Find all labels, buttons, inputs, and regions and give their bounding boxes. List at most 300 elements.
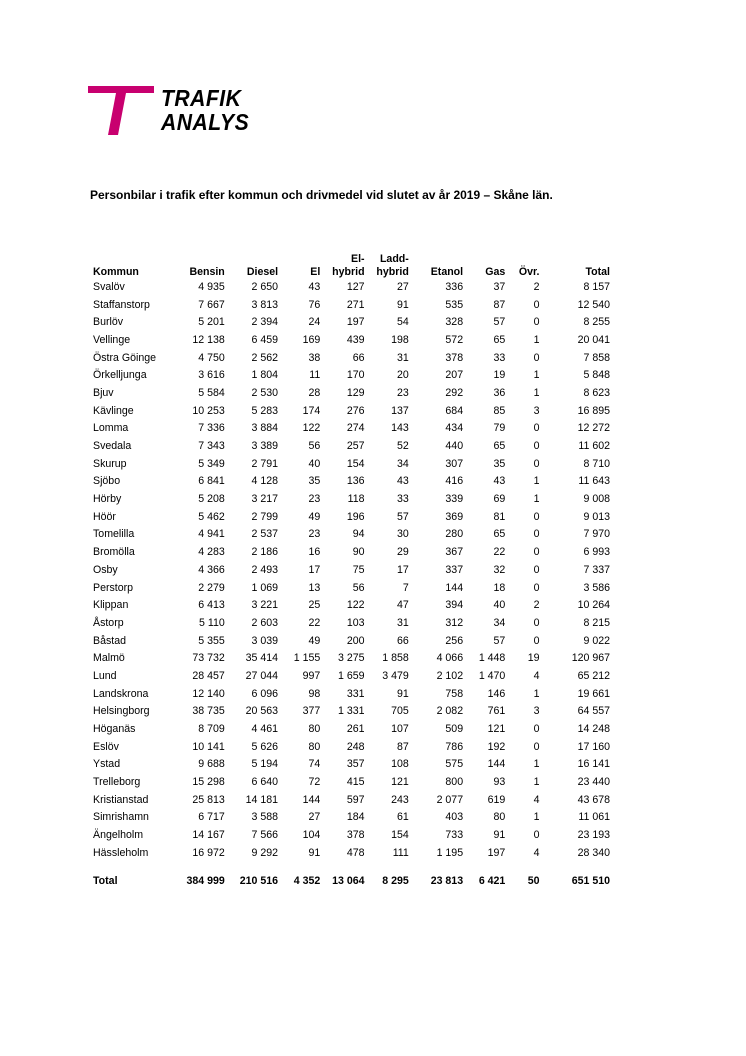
cell-diesel: 6 640 <box>251 776 279 789</box>
cell-etanol: 144 <box>445 581 464 594</box>
cell-diesel: 3 221 <box>251 599 279 612</box>
cell-elhybrid: 136 <box>346 475 365 488</box>
cell-total: 17 160 <box>577 740 610 753</box>
cell-total: 14 248 <box>577 723 610 736</box>
cell-ovr: 2 <box>533 280 540 293</box>
cell-laddhybrid: 87 <box>397 740 409 753</box>
cell-gas: 57 <box>493 634 506 647</box>
cell-bensin: 5 584 <box>198 386 225 399</box>
cell-kommun: Hörby <box>93 493 122 506</box>
cell-gas: 87 <box>493 298 506 311</box>
cell-diesel: 1 804 <box>251 369 279 382</box>
cell-total: 8 710 <box>583 457 610 470</box>
cell-total: 8 623 <box>583 386 610 399</box>
cell-laddhybrid: 107 <box>391 723 409 736</box>
cell-el: 17 <box>308 563 321 576</box>
cell-el: 56 <box>308 440 321 453</box>
cell-bensin: 5 349 <box>198 457 225 470</box>
table-body <box>90 278 612 890</box>
cell-el: 25 <box>308 599 321 612</box>
cell-gas: 34 <box>493 616 506 629</box>
cell-ovr: 1 <box>533 333 540 346</box>
header-bensin: Bensin <box>189 265 225 278</box>
cell-gas: 22 <box>493 546 506 559</box>
cell-bensin: 25 813 <box>192 793 225 806</box>
cell-laddhybrid: 243 <box>391 793 409 806</box>
cell-diesel: 9 292 <box>251 846 279 859</box>
cell-kommun: Höganäs <box>93 723 136 736</box>
cell-etanol: 328 <box>445 316 464 329</box>
cell-ovr: 3 <box>533 705 540 718</box>
header-etanol: Etanol <box>430 265 464 278</box>
cell-diesel: 2 791 <box>251 457 279 470</box>
cell-bensin: 12 140 <box>192 687 225 700</box>
cell-diesel: 14 181 <box>245 793 279 806</box>
cell-laddhybrid: 33 <box>397 493 409 506</box>
cell-etanol: 800 <box>445 776 464 789</box>
cell-el: 23 <box>308 528 321 541</box>
cell-diesel: 2 799 <box>251 510 279 523</box>
cell-etanol: 733 <box>445 829 464 842</box>
cell-total: 6 993 <box>583 546 610 559</box>
cell-ovr: 0 <box>533 740 540 753</box>
cell-elhybrid: 248 <box>346 740 365 753</box>
cell-etanol: 256 <box>445 634 464 647</box>
cell-total: 12 540 <box>577 298 610 311</box>
cell-el: 104 <box>302 829 321 842</box>
total-row <box>90 872 612 890</box>
header-ovr: Övr. <box>518 265 540 278</box>
cell-kommun: Åstorp <box>93 616 124 629</box>
cell-kommun: Bjuv <box>93 386 114 399</box>
cell-total: 64 557 <box>577 705 610 718</box>
cell-elhybrid: 94 <box>352 528 365 541</box>
table-row <box>90 455 612 473</box>
table-row <box>90 791 612 809</box>
cell-diesel: 2 394 <box>251 316 279 329</box>
cell-total: 19 661 <box>577 687 610 700</box>
cell-etanol: 434 <box>445 422 464 435</box>
table-row <box>90 826 612 844</box>
cell-etanol: 312 <box>445 616 464 629</box>
cell-diesel: 3 217 <box>251 493 279 506</box>
cell-elhybrid: 103 <box>346 616 365 629</box>
cell-ovr: 1 <box>533 386 540 399</box>
cell-ovr: 0 <box>533 581 540 594</box>
trafikanalys-logo <box>88 86 258 138</box>
cell-diesel: 27 044 <box>245 669 279 682</box>
cell-kommun: Klippan <box>93 599 129 612</box>
cell-bensin: 16 972 <box>192 846 225 859</box>
total-cell-gas: 6 421 <box>478 874 506 887</box>
cell-total: 11 643 <box>578 475 610 488</box>
cell-etanol: 336 <box>445 280 464 293</box>
cell-etanol: 2 077 <box>436 793 464 806</box>
cell-el: 80 <box>308 723 321 736</box>
cell-gas: 32 <box>493 563 506 576</box>
table-row <box>90 420 612 438</box>
cell-el: 144 <box>302 793 321 806</box>
cell-elhybrid: 127 <box>346 280 365 293</box>
cell-diesel: 5 283 <box>251 404 279 417</box>
cell-bensin: 9 688 <box>198 758 225 771</box>
cell-kommun: Skurup <box>93 457 127 470</box>
cell-laddhybrid: 31 <box>397 616 409 629</box>
cell-elhybrid: 75 <box>352 563 365 576</box>
cell-diesel: 5 626 <box>251 740 279 753</box>
cell-bensin: 4 935 <box>198 280 225 293</box>
cell-bensin: 4 366 <box>198 563 225 576</box>
cell-el: 80 <box>308 740 321 753</box>
cell-elhybrid: 415 <box>346 776 365 789</box>
cell-etanol: 1 195 <box>436 846 464 859</box>
cell-elhybrid: 357 <box>346 758 365 771</box>
table-row <box>90 720 612 738</box>
cell-laddhybrid: 54 <box>397 316 409 329</box>
cell-ovr: 1 <box>533 493 540 506</box>
cell-ovr: 0 <box>533 634 540 647</box>
cell-ovr: 1 <box>533 776 540 789</box>
cell-diesel: 2 530 <box>251 386 279 399</box>
total-cell-laddhybrid: 8 295 <box>382 874 409 887</box>
cell-bensin: 73 732 <box>192 652 225 665</box>
cell-laddhybrid: 154 <box>391 829 409 842</box>
cell-kommun: Burlöv <box>93 316 124 329</box>
cell-bensin: 7 667 <box>198 298 225 311</box>
header-total: Total <box>585 265 610 278</box>
cell-bensin: 2 279 <box>198 581 225 594</box>
cell-ovr: 4 <box>533 793 540 806</box>
table-row <box>90 632 612 650</box>
cell-ovr: 0 <box>533 298 540 311</box>
cell-gas: 65 <box>493 333 506 346</box>
cell-total: 5 848 <box>583 369 610 382</box>
cell-laddhybrid: 30 <box>397 528 409 541</box>
cell-el: 174 <box>302 404 321 417</box>
cell-bensin: 6 717 <box>198 811 225 824</box>
cell-diesel: 2 650 <box>251 280 279 293</box>
cell-bensin: 10 141 <box>192 740 225 753</box>
cell-etanol: 337 <box>445 563 464 576</box>
cell-ovr: 0 <box>533 457 540 470</box>
cell-ovr: 1 <box>533 811 540 824</box>
cell-elhybrid: 196 <box>346 510 365 523</box>
cell-kommun: Perstorp <box>93 581 134 594</box>
cell-el: 11 <box>309 369 321 382</box>
cell-etanol: 416 <box>445 475 464 488</box>
cell-gas: 43 <box>493 475 506 488</box>
table-row <box>90 366 612 384</box>
cell-gas: 37 <box>493 280 506 293</box>
total-cell-el: 4 352 <box>293 874 321 887</box>
table-row <box>90 349 612 367</box>
cell-gas: 197 <box>487 846 506 859</box>
cell-gas: 1 448 <box>478 652 506 665</box>
table-row <box>90 703 612 721</box>
cell-elhybrid: 66 <box>352 351 365 364</box>
cell-el: 38 <box>308 351 321 364</box>
cell-diesel: 35 414 <box>245 652 279 665</box>
cell-etanol: 403 <box>445 811 464 824</box>
cell-ovr: 0 <box>533 351 540 364</box>
cell-diesel: 5 194 <box>251 758 279 771</box>
cell-total: 3 586 <box>583 581 610 594</box>
cell-kommun: Kävlinge <box>93 404 134 417</box>
logo-line-1: TRAFIK <box>161 85 242 111</box>
cell-elhybrid: 90 <box>352 546 365 559</box>
cell-bensin: 4 941 <box>198 528 225 541</box>
logo-wordmark <box>161 86 249 134</box>
cell-bensin: 14 167 <box>192 829 225 842</box>
cell-total: 8 255 <box>583 316 610 329</box>
cell-ovr: 1 <box>533 475 540 488</box>
cell-ovr: 0 <box>533 510 540 523</box>
cell-diesel: 7 566 <box>251 829 279 842</box>
cell-etanol: 758 <box>445 687 464 700</box>
cell-bensin: 5 355 <box>198 634 225 647</box>
cell-gas: 65 <box>493 528 506 541</box>
cell-el: 91 <box>308 846 321 859</box>
cell-kommun: Malmö <box>93 652 125 665</box>
cell-etanol: 2 102 <box>436 669 464 682</box>
cell-bensin: 5 208 <box>198 493 225 506</box>
cell-etanol: 292 <box>445 386 464 399</box>
cell-gas: 121 <box>487 723 506 736</box>
cell-laddhybrid: 111 <box>392 846 409 859</box>
table-row <box>90 313 612 331</box>
cell-el: 27 <box>308 811 321 824</box>
cell-elhybrid: 271 <box>346 298 365 311</box>
total-cell-bensin: 384 999 <box>186 874 225 887</box>
cell-gas: 80 <box>493 811 506 824</box>
cell-diesel: 3 588 <box>251 811 279 824</box>
cell-ovr: 0 <box>533 422 540 435</box>
cell-diesel: 2 537 <box>251 528 279 541</box>
cell-laddhybrid: 108 <box>391 758 409 771</box>
logo-line-2: ANALYS <box>161 109 250 135</box>
cell-ovr: 4 <box>533 669 540 682</box>
cell-bensin: 38 735 <box>192 705 225 718</box>
cell-total: 9 013 <box>583 510 610 523</box>
total-cell-etanol: 23 813 <box>430 874 464 887</box>
table-row <box>90 490 612 508</box>
cell-kommun: Staffanstorp <box>93 298 150 311</box>
vehicles-table <box>90 246 612 890</box>
cell-kommun: Kristianstad <box>93 793 149 806</box>
cell-laddhybrid: 52 <box>397 440 409 453</box>
cell-diesel: 6 096 <box>251 687 279 700</box>
cell-ovr: 0 <box>533 616 540 629</box>
cell-bensin: 8 709 <box>198 723 225 736</box>
cell-ovr: 1 <box>533 758 540 771</box>
cell-el: 98 <box>308 687 321 700</box>
cell-ovr: 0 <box>533 440 540 453</box>
header-laddhybrid-line-1: Ladd- <box>379 253 409 265</box>
total-cell-ovr: 50 <box>527 874 540 887</box>
cell-elhybrid: 274 <box>346 422 365 435</box>
cell-elhybrid: 478 <box>346 846 365 859</box>
cell-laddhybrid: 61 <box>397 811 409 824</box>
cell-kommun: Sjöbo <box>93 475 121 488</box>
cell-elhybrid: 118 <box>347 493 365 506</box>
cell-kommun: Östra Göinge <box>93 351 157 364</box>
cell-laddhybrid: 1 858 <box>382 652 409 665</box>
cell-kommun: Båstad <box>93 634 126 647</box>
cell-diesel: 2 603 <box>251 616 279 629</box>
cell-kommun: Svalöv <box>93 280 125 293</box>
cell-etanol: 572 <box>445 333 464 346</box>
table-row <box>90 331 612 349</box>
cell-kommun: Ängelholm <box>93 829 144 842</box>
header-elhybrid <box>322 246 366 278</box>
cell-laddhybrid: 57 <box>397 510 409 523</box>
cell-diesel: 4 128 <box>251 475 279 488</box>
logo-mark-icon <box>88 86 156 138</box>
cell-kommun: Helsingborg <box>93 705 150 718</box>
cell-laddhybrid: 121 <box>391 776 409 789</box>
cell-etanol: 369 <box>445 510 464 523</box>
cell-gas: 93 <box>493 776 506 789</box>
cell-etanol: 575 <box>445 758 464 771</box>
cell-laddhybrid: 3 479 <box>382 669 409 682</box>
cell-laddhybrid: 91 <box>397 687 409 700</box>
cell-gas: 57 <box>493 316 506 329</box>
cell-total: 12 272 <box>577 422 610 435</box>
cell-gas: 85 <box>493 404 506 417</box>
cell-etanol: 378 <box>445 351 464 364</box>
cell-gas: 1 470 <box>478 669 506 682</box>
cell-bensin: 10 253 <box>192 404 225 417</box>
cell-elhybrid: 257 <box>346 440 365 453</box>
total-cell-elhybrid: 13 064 <box>332 874 365 887</box>
cell-total: 7 970 <box>583 528 610 541</box>
cell-ovr: 0 <box>533 563 540 576</box>
cell-elhybrid: 261 <box>346 723 365 736</box>
cell-ovr: 3 <box>533 404 540 417</box>
cell-total: 11 602 <box>578 440 610 453</box>
table-row <box>90 809 612 827</box>
cell-kommun: Osby <box>93 563 118 576</box>
cell-total: 8 157 <box>583 280 610 293</box>
cell-bensin: 5 201 <box>198 316 225 329</box>
cell-elhybrid: 122 <box>346 599 365 612</box>
header-el: El <box>310 265 321 278</box>
cell-bensin: 5 462 <box>198 510 225 523</box>
cell-diesel: 3 039 <box>251 634 279 647</box>
table-row <box>90 384 612 402</box>
cell-laddhybrid: 29 <box>397 546 409 559</box>
cell-diesel: 3 389 <box>251 440 279 453</box>
cell-el: 1 155 <box>293 652 321 665</box>
table-row <box>90 437 612 455</box>
cell-ovr: 0 <box>533 528 540 541</box>
header-gas: Gas <box>485 265 506 278</box>
cell-etanol: 509 <box>445 723 464 736</box>
cell-ovr: 1 <box>533 369 540 382</box>
cell-kommun: Höör <box>93 510 116 523</box>
cell-el: 122 <box>302 422 321 435</box>
cell-kommun: Trelleborg <box>93 776 141 789</box>
cell-el: 28 <box>308 386 321 399</box>
table-row <box>90 756 612 774</box>
cell-gas: 35 <box>493 457 506 470</box>
table-row <box>90 561 612 579</box>
cell-kommun: Simrishamn <box>93 811 149 824</box>
cell-elhybrid: 1 659 <box>338 669 365 682</box>
table-row <box>90 473 612 491</box>
table-row <box>90 738 612 756</box>
cell-el: 22 <box>308 616 321 629</box>
cell-total: 20 041 <box>577 333 610 346</box>
cell-el: 23 <box>308 493 321 506</box>
cell-laddhybrid: 23 <box>397 386 409 399</box>
cell-elhybrid: 56 <box>352 581 365 594</box>
cell-gas: 192 <box>487 740 506 753</box>
table-row <box>90 773 612 791</box>
cell-total: 23 193 <box>577 829 610 842</box>
cell-diesel: 1 069 <box>251 581 279 594</box>
cell-elhybrid: 170 <box>346 369 365 382</box>
table-row <box>90 614 612 632</box>
cell-total: 120 967 <box>571 652 610 665</box>
cell-total: 28 340 <box>577 846 610 859</box>
cell-kommun: Svedala <box>93 440 132 453</box>
table-row <box>90 543 612 561</box>
cell-etanol: 307 <box>445 457 464 470</box>
total-cell-kommun: Total <box>93 874 118 887</box>
cell-gas: 19 <box>493 369 506 382</box>
cell-ovr: 0 <box>533 829 540 842</box>
table-row <box>90 278 612 296</box>
table-row <box>90 649 612 667</box>
cell-el: 169 <box>302 333 321 346</box>
table-row <box>90 685 612 703</box>
cell-bensin: 3 616 <box>198 369 225 382</box>
cell-el: 997 <box>302 669 321 682</box>
cell-diesel: 20 563 <box>245 705 279 718</box>
cell-diesel: 3 884 <box>251 422 279 435</box>
cell-kommun: Tomelilla <box>93 528 135 541</box>
cell-laddhybrid: 27 <box>397 280 409 293</box>
cell-el: 72 <box>308 776 321 789</box>
header-elhybrid-line-2: hybrid <box>332 265 365 278</box>
document-title: Personbilar i trafik efter kommun och drivmedel vid slutet av år 2019 – Skåne län. <box>90 188 553 202</box>
cell-el: 16 <box>308 546 321 559</box>
cell-gas: 79 <box>493 422 506 435</box>
cell-total: 16 895 <box>577 404 610 417</box>
cell-laddhybrid: 34 <box>397 457 409 470</box>
cell-total: 11 061 <box>578 811 610 824</box>
table-row <box>90 402 612 420</box>
cell-elhybrid: 129 <box>346 386 365 399</box>
cell-elhybrid: 200 <box>346 634 365 647</box>
cell-gas: 761 <box>487 705 506 718</box>
cell-elhybrid: 3 275 <box>338 652 365 665</box>
cell-laddhybrid: 705 <box>391 705 409 718</box>
cell-el: 24 <box>308 316 321 329</box>
cell-elhybrid: 439 <box>346 333 365 346</box>
cell-ovr: 19 <box>527 652 540 665</box>
cell-etanol: 786 <box>445 740 464 753</box>
cell-laddhybrid: 91 <box>397 298 409 311</box>
cell-diesel: 6 459 <box>251 333 279 346</box>
cell-etanol: 280 <box>445 528 464 541</box>
cell-total: 8 215 <box>583 616 610 629</box>
cell-bensin: 7 343 <box>198 440 225 453</box>
cell-total: 7 337 <box>583 563 610 576</box>
cell-bensin: 12 138 <box>192 333 225 346</box>
cell-bensin: 15 298 <box>192 776 225 789</box>
